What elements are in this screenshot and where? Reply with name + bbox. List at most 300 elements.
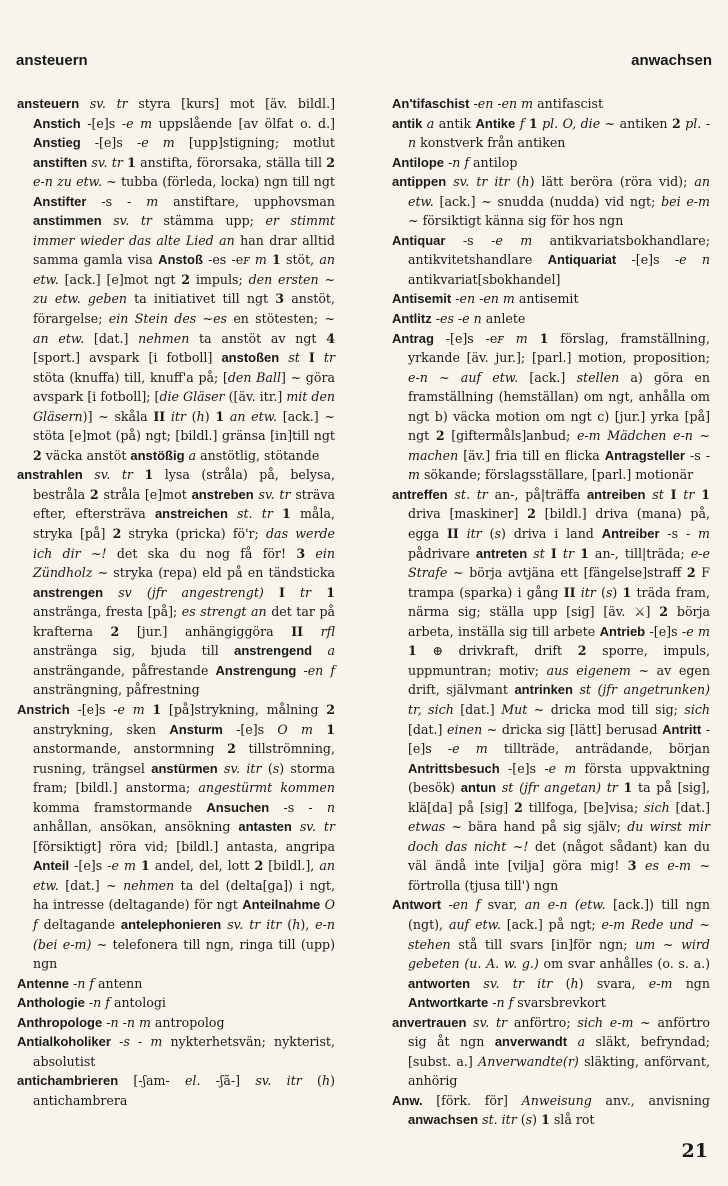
headword: Antenne [17,975,69,991]
entry-text [300,350,309,365]
dictionary-entry [17,1032,335,1071]
entry-text: antikvariat[sbokhandel] [408,271,561,287]
entry-text: h [292,916,301,932]
entry-text: 4 [326,330,335,346]
entry-text: ( [595,584,606,600]
entry-text: II [153,408,166,424]
entry-text: - m [408,447,710,483]
entry-text: första uppvaktning (besök) [408,760,710,796]
entry-text: ) antichambrera [33,1073,335,1108]
entry-text: e-n (bei e-m) [33,916,335,952]
sub-headword: Anstieg [33,135,81,151]
entry-text: st. itr [482,1112,517,1128]
entry-text [567,1034,577,1049]
entry-text: [dat.] [408,721,448,737]
entry-text: sich [644,799,670,815]
entry-text: impuls; [190,271,249,287]
entry-text: an etw. [33,252,335,287]
entry-text: 2 [33,447,42,463]
entry-text: I [308,350,315,366]
entry-text: h [321,1073,331,1089]
entry-text: Anverwandte(r) [478,1053,579,1069]
entry-text: itr [170,408,186,424]
sub-headword: anstößig [130,447,185,463]
entry-text: -e m [121,115,153,131]
entry-text: ) storma fram; [bildl.] anstorma; [33,760,335,796]
entry-text: 2 [254,858,264,874]
entry-text: a) göra en framställning (hemställan) om ngt, anhålla om ngt b) väcka motion om ngt c) [jur.] yrka [på] ngt [408,369,710,444]
entry-text: an etw. [408,174,710,209]
entry-text: ansträngning, påfrestning [33,682,200,698]
entry-text: um ~ wird gebeten (u. A. w. g.) [408,936,710,972]
sub-headword: Anstich [33,115,81,131]
entry-text: ~ tubba (förleda, locka) ngn till ngt [101,174,335,190]
entry-text [459,526,467,541]
entry-text: sv. tr itr [483,975,553,991]
entry-text: konstverk från antiken [416,135,566,151]
entry-text: a [426,115,435,131]
entry-text: svarsbrevkort [513,995,606,1011]
entry-text: [dat.] [669,799,710,815]
dictionary-entry [392,1013,710,1091]
entry-text: 2 [659,604,669,620]
sub-headword: Antragsteller [604,447,685,463]
entry-text: itr [466,526,482,542]
entry-text: 2 [110,623,120,639]
entry-text: -en -en m [455,291,515,307]
entry-text: försiktigt känna sig för hos ngn [418,213,624,229]
entry-text: -n f [448,154,470,170]
entry-text: 1 [326,721,335,737]
entry-text: sv. tr [113,213,152,229]
entry-text: tillträde, anträdande, början [487,741,711,757]
entry-text: nehmen [123,877,175,893]
entry-text: [ack.] [e]mot ngt [58,271,182,287]
entry-text: -e m [107,858,136,874]
entry-text: anförtro sig åt ngn [408,1014,711,1050]
dictionary-entry [392,309,710,329]
entry-text: sv. tr [473,1014,508,1030]
sub-headword: Antreiber [601,526,660,542]
entry-text: -n [408,115,710,151]
entry-text: 1 [282,506,291,522]
entry-text [313,722,326,737]
entry-text: F trampa (sparka) i gång [408,565,710,600]
sub-headword: anverwandt [494,1034,568,1050]
entry-text: tillfoga, [be]visa; [522,799,645,815]
dictionary-entry [17,974,335,994]
entry-text: es strengt an [181,604,267,620]
entry-text: rfl [320,623,335,639]
entry-text: tr [683,486,695,502]
entry-text: an-, på|träffa [487,486,587,502]
entry-text: einen ~ [447,721,498,737]
entry-text: [dat.] [84,330,139,346]
entry-text: -e n [674,252,710,268]
entry-text: 1 [539,330,549,346]
entry-text: ( [509,174,522,190]
entry-text: ~ telefonera till ngn, ringa till (upp) ngn [33,936,335,972]
headword: anvertrauen [392,1014,467,1030]
entry-text: -es -e [202,252,244,268]
running-header [16,52,712,69]
entry-text [504,331,516,346]
entry-text: [bildl.], [263,858,320,874]
entry-text: -e m [491,232,533,248]
entry-text: 1 [622,584,632,600]
entry-text: anhållan, ansökan, ansökning [33,819,239,835]
entry-text: en stötesten; [227,311,325,327]
entry-text: sträva efter, eftersträva [33,486,335,522]
entry-text: sv. tr [299,819,335,835]
entry-text: 1 [144,467,154,483]
entry-text [637,858,645,873]
sub-headword: Antrieb [599,623,646,639]
entry-text: II [291,623,303,639]
headword: Anw. [392,1092,423,1108]
entry-text: 2 [112,526,122,542]
entry-text: -e m [544,760,577,776]
entry-text: styra [kurs] mot [äv. bildl.] [127,96,335,111]
entry-text [264,585,279,600]
entry-text: st (jfr angetrunken) tr, sich [408,682,711,717]
entry-text: [dat.] ~ [58,877,124,893]
entry-text [273,506,282,521]
entry-text: sv. tr [91,154,123,170]
entry-text [311,585,326,600]
entry-text: ꜰ [243,252,250,268]
entry-text: av egen drift, självmant [408,662,710,698]
entry-text: 2 [89,486,99,502]
entry-text: -s [269,799,309,815]
entry-text: [-ʃam- [118,1073,185,1089]
headword: Antialkoholiker [17,1034,111,1050]
headword: antik [392,115,423,131]
column-left [17,94,335,1110]
entry-text: aus eigenem ~ [546,662,650,678]
entry-text: pl. [685,115,702,131]
entry-text: [ack.] ~ snudda (nudda) vid ngt; [433,193,662,209]
entry-text: ([äv. itr.] [224,389,287,405]
entry-text: 1 [127,154,136,170]
sub-headword: anstrengen [33,584,104,600]
entry-text: 2 [527,506,536,522]
entry-text: [på]strykning, målning [161,701,327,717]
entry-text: ) [612,584,623,600]
entry-text [102,213,114,228]
entry-text: -es -e n [435,311,482,327]
entry-text: [sport.] avspark [i fotboll] [33,350,222,366]
entry-text: a [577,1034,586,1050]
entry-text: [ack.] [518,369,577,385]
headword: Antilope [392,154,444,170]
entry-text: Mut ~ [501,701,545,717]
entry-text [305,546,315,561]
entry-text: anstiftare, upphovsman [158,193,335,209]
entry-text: 1 [272,252,281,268]
entry-text: ~ an etw. [33,311,335,346]
entry-text: ] ~ göra avspark [i fotboll]; [ [33,369,335,405]
entry-text: 1 [152,701,162,717]
entry-text: tr [562,545,574,561]
entry-text: I [550,545,557,561]
headword: Antrag [392,330,434,346]
sub-headword: Anteil [33,858,70,874]
entry-text: -n f [492,995,514,1011]
entry-text: släkting, anförvant, anhörig [408,1053,710,1089]
entry-text: [ack.] på ngt; [500,916,602,932]
sub-headword: Antrittsbesuch [408,760,500,776]
entry-text: dricka mod till sig; [544,701,685,717]
entry-text: ( [481,526,495,542]
entry-text: ( [301,1073,322,1089]
entry-text: 2 [435,428,445,444]
entry-text: st [288,350,300,366]
entry-text: I [278,584,285,600]
entry-text: angestürmt kommen [198,780,335,796]
entry-text: s [605,584,613,600]
entry-text: [upp]stigning; motlut [174,135,335,151]
entry-text: den ersten ~ zu etw. geben [33,271,335,307]
entry-text: ( [185,408,197,424]
entry-text: 1 [326,584,335,600]
entry-text: 2 [577,643,587,659]
entry-text: -[e]s [69,858,108,874]
entry-text: [förk. för] [422,1092,522,1108]
entry-text: -[e]s [69,701,114,717]
entry-text: auf etw. [448,916,501,932]
entry-text: mit den Gläsern [33,389,336,424]
entry-text: 1 [215,408,225,424]
entry-text: -n f [73,975,95,991]
headword: antippen [392,174,447,190]
entry-text: -[e]s [408,721,710,757]
entry-text: anv., anvisning [591,1092,710,1108]
entry-text: -s [86,193,128,209]
sub-headword: anstürmen [151,760,218,776]
entry-text: O m [277,721,313,737]
entry-text: -s [684,447,706,463]
headword: antreffen [392,486,448,502]
entry-text: bära hand på sig själv; [461,819,628,835]
entry-text: 1 [528,115,538,131]
dictionary-entry [392,114,710,153]
headword: anstrahlen [17,467,83,483]
entry-text: dricka sig [lätt] berusad [497,721,663,737]
entry-text [279,350,288,365]
entry-text: tr [299,584,312,600]
entry-text: sv (jfr angestrengt) [118,584,264,600]
entry-text: ) [532,1112,542,1128]
entry-text: antologi [109,995,166,1011]
entry-text: 1 [580,545,589,561]
sub-headword: anstoßen [221,350,280,366]
entry-text: anstrykning, sken [33,721,170,737]
entry-text: stryka (repa) eld på en tändsticka [108,565,335,581]
entry-text: ngn [672,975,710,991]
entry-text: an-, till|träda; [588,545,691,561]
entry-text: sökande; förslagsställare, [parl.] motionär [419,467,694,483]
guide-word-right: anwachsen [631,52,712,69]
entry-text: ⊕ drivkraft, drift [416,643,578,659]
entry-text: die Gläser [159,389,225,405]
entry-text: antikvariatsbokhandlare; antikvitetshandlare [408,232,710,268]
entry-text [312,643,327,658]
entry-text: det tar på krafterna [33,604,336,639]
sub-headword: Antwortkarte [408,995,489,1011]
sub-headword: Antiquariat [547,252,617,268]
entry-text: tr [323,350,335,366]
entry-text: anstöt, förargelse; [33,291,335,327]
entry-text: andel, del, lott [149,858,255,874]
entry-text: an etw. [33,858,335,893]
entry-text [285,585,300,600]
entry-text: - n [308,799,335,815]
dictionary-entry [392,329,710,485]
sub-headword: anwachsen [408,1112,479,1128]
entry-text: 3 [275,291,285,307]
guide-word-left: ansteuern [16,52,88,69]
entry-text: -s [659,526,686,542]
entry-text [83,467,95,482]
dictionary-entry [17,1071,335,1110]
entry-text [292,819,300,834]
entry-text [470,976,483,991]
entry-text: e-m Rede und ~ stehen [408,916,710,952]
entry-text: anförtro; [507,1014,578,1030]
entry-text: -ʃã-] [200,1073,256,1089]
entry-text: -[e]s [80,115,122,131]
entry-text: nykterhetsvän; nykterist, absolutist [33,1034,335,1069]
entry-text: sv. tr [258,486,291,502]
dictionary-entry [392,172,710,231]
entry-text: pl. O, die ~ [542,115,616,131]
entry-text: driva [maskiner] [408,506,528,522]
sub-headword: anstimmen [33,213,102,229]
entry-text: ( [516,1112,526,1128]
entry-text: e-m [648,975,673,991]
entry-text: -en f [448,897,481,913]
entry-text: ) [204,408,216,424]
sub-headword: antreiben [586,486,646,502]
headword: Anstrich [17,701,70,717]
dictionary-entry [392,485,710,895]
entry-text: s [525,1112,533,1128]
entry-text: förslag, framställning, yrkande [äv. jur.]; [parl.] motion, proposition; [408,330,710,366]
entry-text: börja arbeta, inställa sig till arbete [408,604,710,639]
entry-text: sich [684,701,711,717]
entry-text: antilop [469,154,518,170]
entry-text: stöt, [280,252,320,268]
entry-text: 2 [326,701,335,717]
entry-text: h [196,408,205,424]
entry-text: st. tr [237,506,273,522]
entry-text: -n f [88,995,110,1011]
entry-text: e-e Strafe ~ [408,545,710,581]
entry-text: 2 [671,115,681,131]
dictionary-entry [392,895,710,1012]
entry-text: ( [281,916,293,932]
entry-text: den Ball [227,369,281,385]
entry-text: e-n ~ auf etw. [408,369,519,385]
entry-text: -e m [113,701,145,717]
entry-text: sporre, impuls, uppmuntran; motiv; [408,643,710,678]
entry-text: ) driva i land [500,526,602,542]
entry-text: ta på [sig], klä[da] på [sig] [408,780,710,815]
entry-text: 2 [227,741,236,757]
entry-text: anstränga sig, bjuda till [33,643,235,659]
entry-text: anlete [481,311,526,327]
sub-headword: antrinken [514,682,573,698]
entry-text: anstränga, fresta [på]; [33,604,182,620]
entry-text: stöta (knuffa) till, knuff'a på; [ [33,369,228,385]
sub-headword: Anteilnahme [242,897,321,913]
entry-text: ta anstöt av ngt [189,330,327,346]
entry-text: stå till svars [in]för ngn; [450,936,636,952]
headword: Antlitz [392,311,432,327]
entry-text: -[e]s [222,721,278,737]
entry-text: nehmen [138,330,190,346]
entry-text: ( [552,975,571,991]
entry-text: [äv.] fria till en flicka [458,447,605,463]
sub-headword: anstreben [191,486,254,502]
sub-headword: antasten [238,819,292,835]
sub-headword: Ansuchen [206,799,270,815]
entry-text: du wirst mir doch das nicht ~! [408,819,711,854]
sub-headword: Anstoß [158,252,203,268]
entry-text: stellen [576,369,620,385]
entry-text [111,1034,119,1049]
entry-text: -s [445,232,492,248]
column-right [392,94,710,1130]
dictionary-entry [392,94,710,114]
entry-text: II [563,584,576,600]
entry-text: anstötlig, stötande [196,447,320,463]
entry-text: - m [127,193,159,209]
entry-text: -[e]s [645,623,682,639]
entry-text: uppslående [av ölfat o. d.] [152,115,336,131]
entry-text: börja avtjäna ett [fängelse]straff [463,565,687,581]
entry-text: antenn [94,975,143,991]
entry-text: antiken [615,115,672,131]
headword: Antwort [392,897,442,913]
dictionary-entry [17,465,335,700]
entry-text: s [494,526,501,542]
entry-text: [jur.] anhängiggöra [119,623,292,639]
entry-text: pådrivare [408,545,476,561]
entry-text: e-n zu etw. [33,174,102,190]
entry-text: anstifta, förorsaka, ställa till [135,154,327,170]
dictionary-entry [392,231,710,290]
entry-text: es e-m ~ [645,858,710,874]
entry-text: [bildl.] driva (mana) på, egga [408,506,710,542]
entry-text: 2 [181,271,191,287]
entry-text: slå rot [549,1112,595,1128]
entry-text: -n -n m [106,1014,151,1030]
entry-text: svar, [480,897,525,913]
entry-text: ein Zündholz ~ [33,545,335,581]
entry-text: tillströmning, rusning, trängsel [33,741,335,776]
entry-text: -s - m [119,1034,163,1050]
entry-text: -e m [136,135,175,151]
entry-text: el. [184,1073,201,1089]
entry-text: f [519,115,525,131]
entry-text: a [188,447,197,463]
entry-text: an etw. [229,408,277,424]
entry-text: er stimmt immer wieder das alte Lied an [33,213,335,248]
entry-text: sv. tr [94,467,133,483]
entry-text: [försiktigt] röra vid; [bildl.] antasta, angripa [33,838,335,854]
